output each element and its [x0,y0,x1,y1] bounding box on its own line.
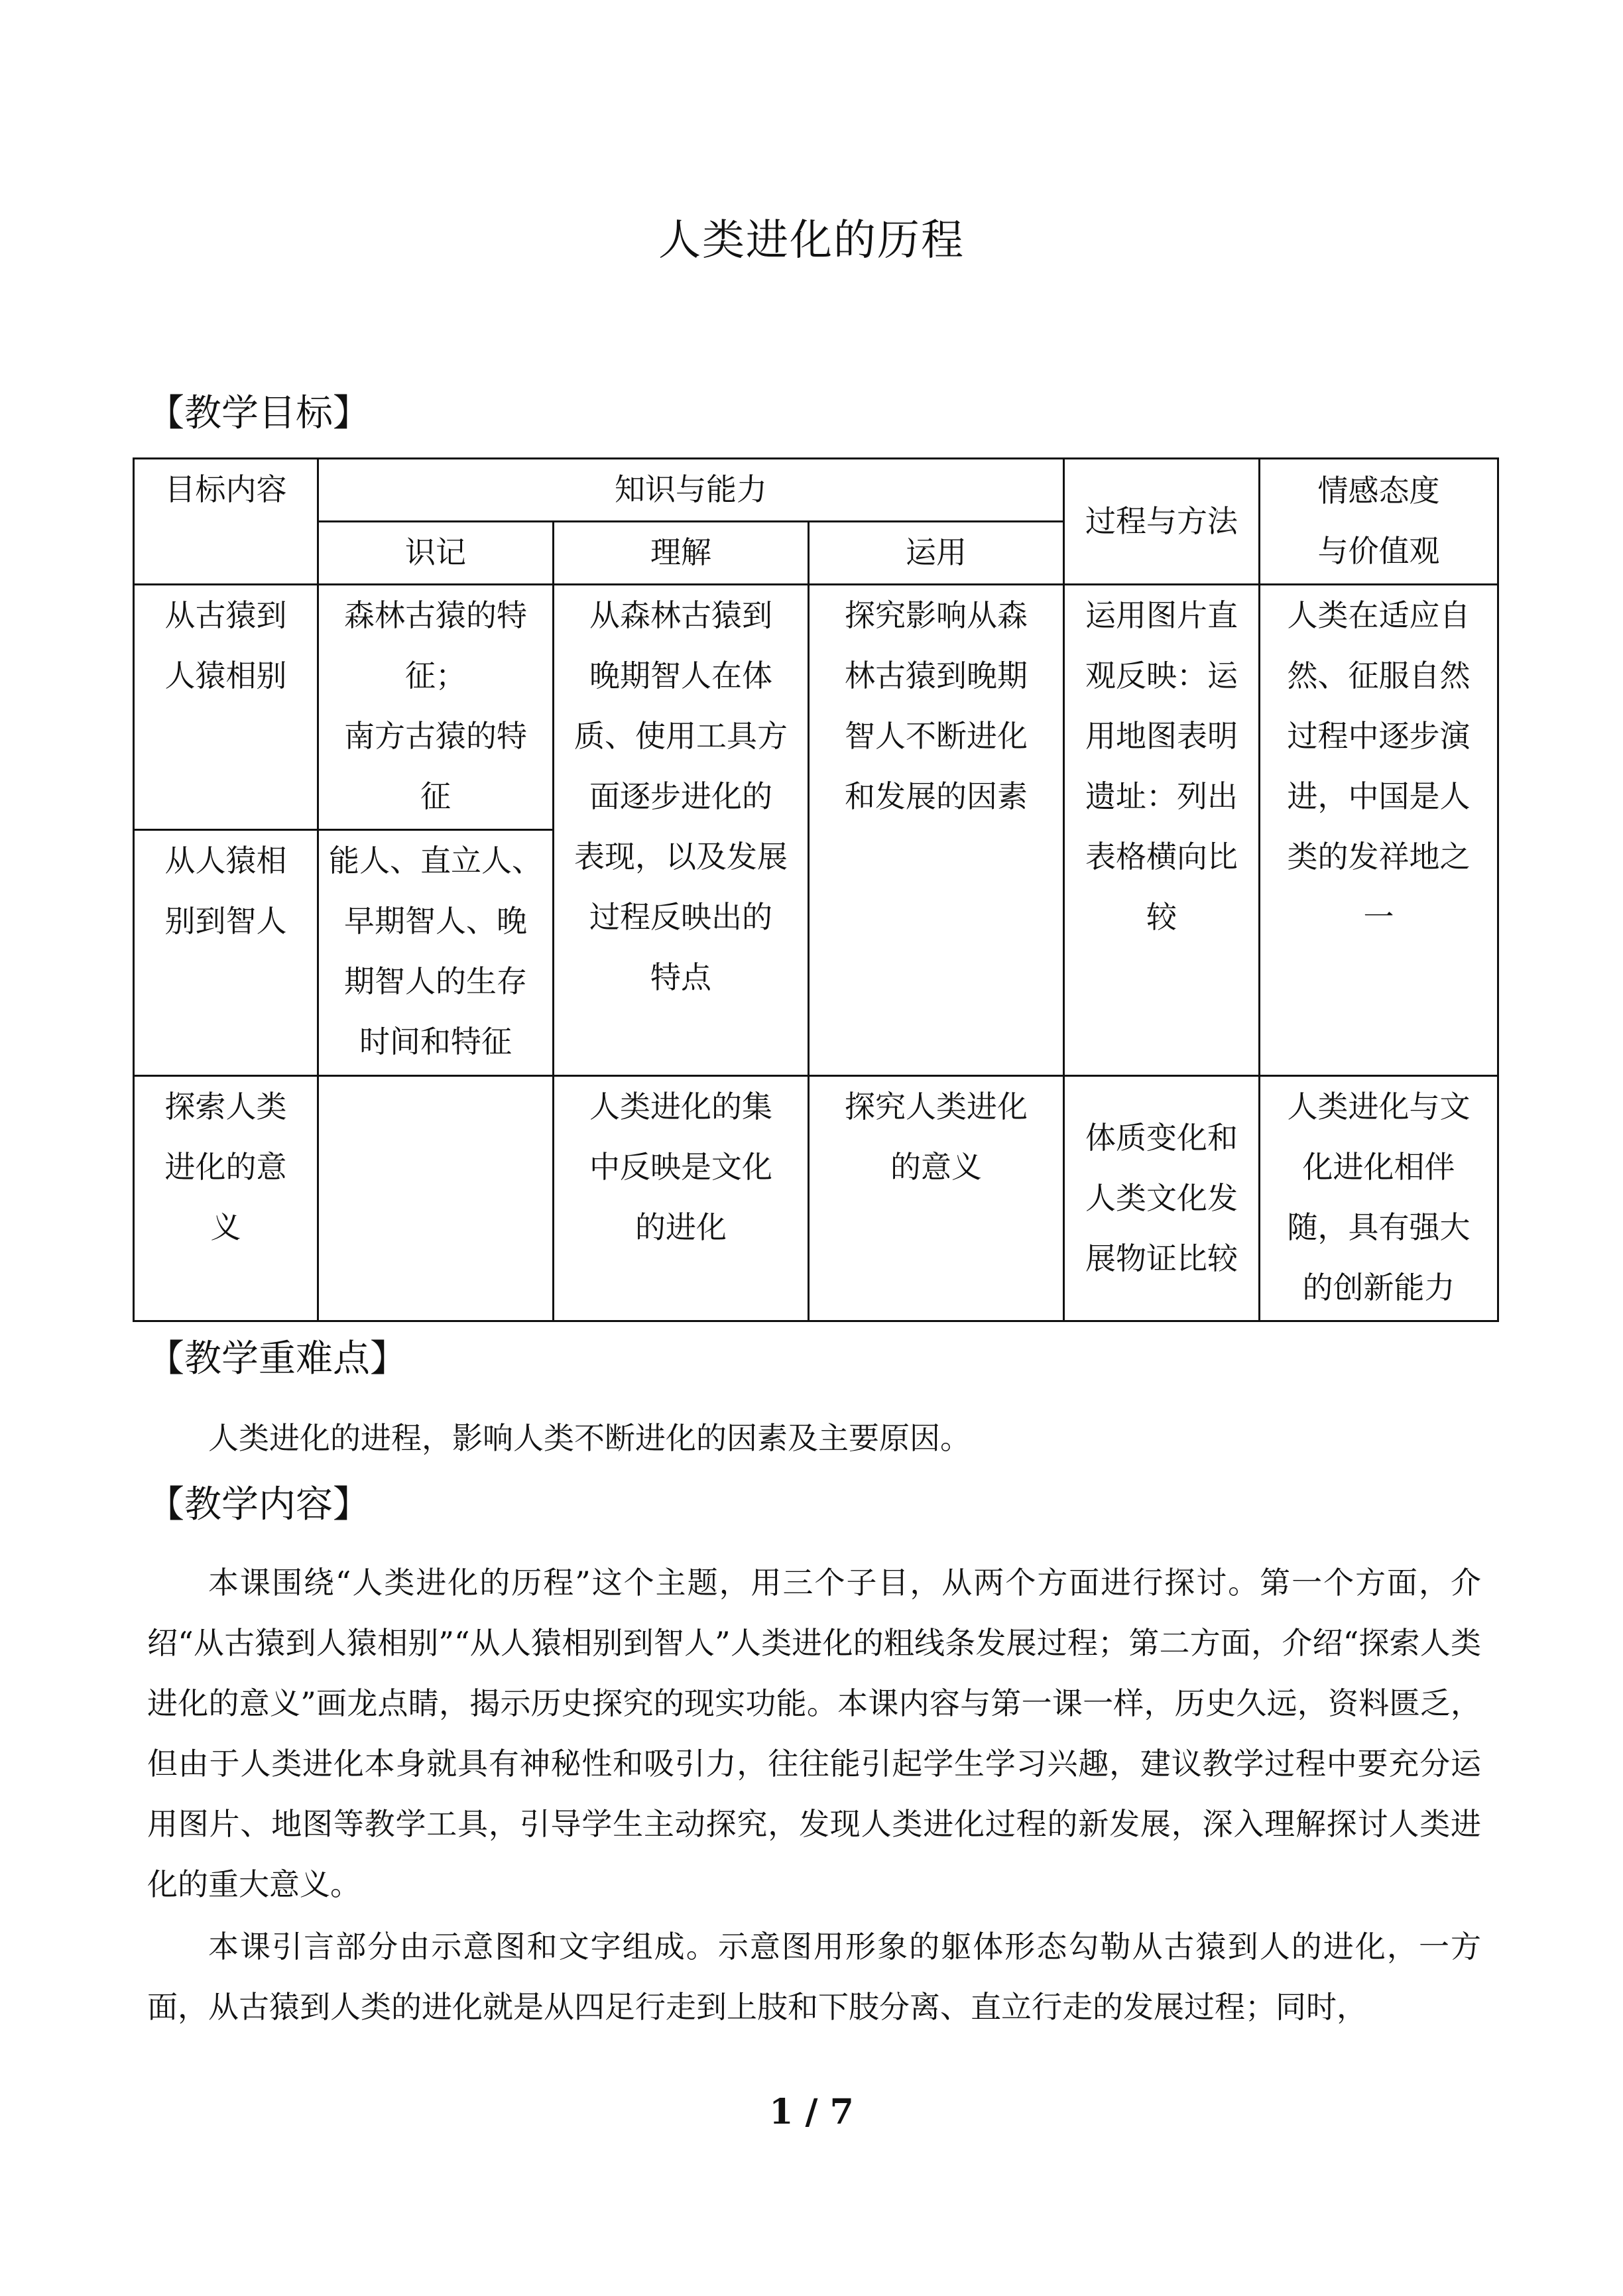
merged-process: 运用图片直 观反映：运 用地图表明 遗址：列出 表格横向比 较 [1064,584,1260,1075]
merged-apply: 探究影响从森 林古猿到晚期 智人不断进化 和发展的因素 [809,584,1064,1075]
row1-target: 从古猿到 人猿相别 [134,584,318,829]
header-apply: 运用 [809,521,1064,584]
merged-emotion: 人类在适应自 然、征服自然 过程中逐步演 进，中国是人 类的发祥地之 一 [1260,584,1498,1075]
content-paragraph-2: 本课引言部分由示意图和文字组成。示意图用形象的躯体形态勾勒从古猿到人的进化，一方面，从古猿到人类的进化就是从四足行走到上肢和下肢分离、直立行走的发展过程；同时， [147,1929,1481,2025]
row1-recall: 森林古猿的特 征； 南方古猿的特 征 [318,584,554,829]
header-emotion: 情感态度 与价值观 [1260,459,1498,585]
header-target: 目标内容 [134,459,318,585]
key-points-text: 人类进化的进程，影响人类不断进化的因素及主要原因。 [208,1420,971,1456]
row2-recall: 能人、直立人、 早期智人、晚 期智人的生存 时间和特征 [318,830,554,1075]
document-title: 人类进化的历程 [658,216,965,265]
row3-recall [318,1075,554,1321]
row3-understand: 人类进化的集 中反映是文化 的进化 [554,1075,809,1321]
objectives-table [133,457,1499,1322]
row3-apply: 探究人类进化 的意义 [809,1075,1064,1321]
row3-process: 体质变化和 人类文化发 展物证比较 [1064,1075,1260,1321]
page-number: 1 / 7 [769,2092,854,2132]
section-heading-key-points: 【教学重难点】 [147,1337,407,1380]
section-heading-content: 【教学内容】 [147,1483,370,1526]
row3-target: 探索人类 进化的意 义 [134,1075,318,1321]
section-heading-objectives: 【教学目标】 [147,392,370,435]
row2-target: 从人猿相 别到智人 [134,830,318,1075]
header-knowledge: 知识与能力 [318,459,1064,522]
header-understand: 理解 [554,521,809,584]
header-process: 过程与方法 [1064,459,1260,585]
content-paragraph-1: 本课围绕“人类进化的历程”这个主题，用三个子目，从两个方面进行探讨。第一个方面，介绍“从古猿到人猿相别”“从人猿相别到智人”人类进化的粗线条发展过程；第二方面，介绍“探索人类进化的意义”画龙点睛，揭示历史探究的现实功能。本课内容与第一课一样，历史久远，资料匮乏，但由于人类进化本身就具有神秘性和吸引力，往往能引起学生学习兴趣，建议教学过程中要充分运用图片、地图等教学工具，引导学生主动探究，发现人类进化过程的新发展，深入理解探讨人类进化的重大意义。 [147,1565,1481,1902]
row3-emotion: 人类进化与文 化进化相伴 随，具有强大 的创新能力 [1260,1075,1498,1321]
header-recall: 识记 [318,521,554,584]
merged-understand: 从森林古猿到 晚期智人在体 质、使用工具方 面逐步进化的 表现，以及发展 过程反映出的 特点 [554,584,809,1075]
